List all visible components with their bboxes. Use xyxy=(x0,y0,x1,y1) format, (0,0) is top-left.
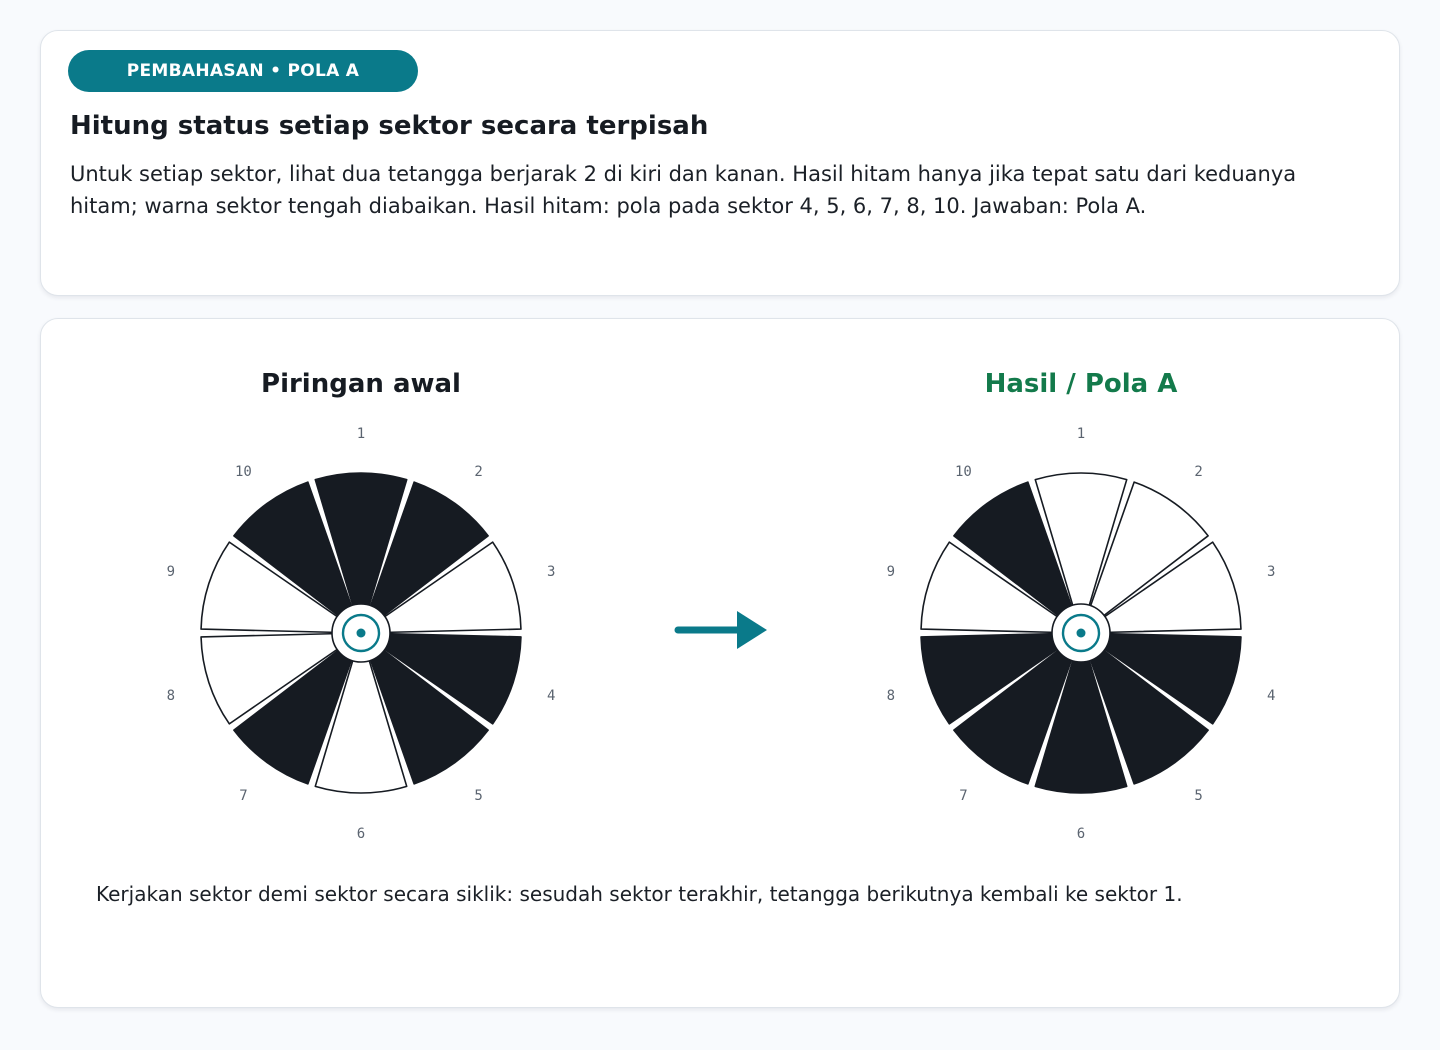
arrow-right-icon xyxy=(671,605,771,655)
explanation-card xyxy=(40,30,1400,296)
explanation-heading: Hitung status setiap sektor secara terpisah xyxy=(70,111,709,141)
result-sector-label-7: 7 xyxy=(959,787,968,804)
pattern-badge: PEMBAHASAN • POLA A xyxy=(68,50,418,92)
diagram-card xyxy=(40,318,1400,1008)
initial-sector-label-6: 6 xyxy=(356,826,366,842)
initial-sector-label-7: 7 xyxy=(239,787,248,804)
initial-sector-label-5: 5 xyxy=(474,787,483,804)
result-sector-label-6: 6 xyxy=(1076,826,1086,842)
result-sector-label-8: 8 xyxy=(886,687,896,704)
result-wheel-title: Hasil / Pola A xyxy=(984,369,1178,399)
initial-sector-label-10: 10 xyxy=(235,464,252,481)
result-sector-label-2: 2 xyxy=(1194,464,1203,481)
initial-sector-label-2: 2 xyxy=(474,464,483,481)
initial-wheel-title: Piringan awal xyxy=(261,369,461,399)
initial-sector-label-8: 8 xyxy=(166,687,176,704)
result-sector-label-10: 10 xyxy=(955,464,972,481)
result-sector-label-1: 1 xyxy=(1076,426,1086,442)
initial-sector-label-3: 3 xyxy=(546,564,556,581)
explanation-text: Untuk setiap sektor, lihat dua tetangga berjarak 2 di kiri dan kanan. Hasil hitam hanya jika tepat satu dari keduanya hitam; warna sektor tengah diabaikan. Hasil hitam: pola pada sektor 4, 5, 6, 7, 8, 10. Jawaban: Pola A. xyxy=(70,162,1297,218)
initial-sector-label-9: 9 xyxy=(166,564,176,581)
result-sector-label-3: 3 xyxy=(1266,564,1276,581)
initial-wheel xyxy=(141,419,581,859)
result-wheel xyxy=(861,419,1301,859)
initial-sector-label-4: 4 xyxy=(546,687,556,704)
result-sector-label-5: 5 xyxy=(1194,787,1203,804)
initial-sector-label-1: 1 xyxy=(356,426,366,442)
result-sector-label-9: 9 xyxy=(886,564,896,581)
target-center-icon xyxy=(332,604,390,662)
footer-note: Kerjakan sektor demi sektor secara siklik: sesudah sektor terakhir, tetangga berikutnya kembali ke sektor 1. xyxy=(96,882,1183,906)
target-center-icon xyxy=(1052,604,1110,662)
result-sector-label-4: 4 xyxy=(1266,687,1276,704)
